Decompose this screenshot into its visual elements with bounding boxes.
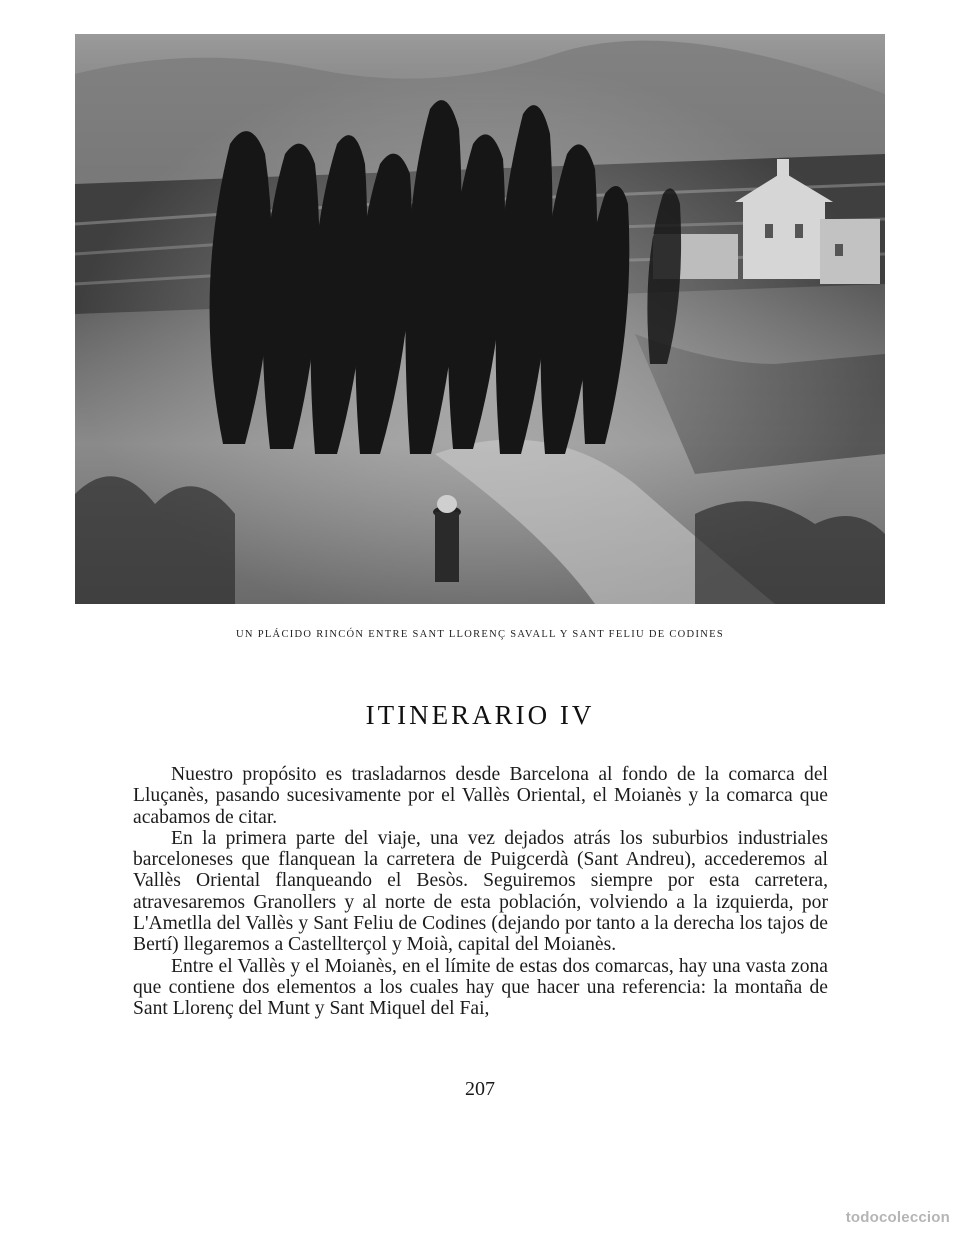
page-number: 207 (465, 1078, 495, 1100)
paragraph: En la primera parte del viaje, una vez dejados atrás los suburbios industriales barceloneses que flanquean la carretera de Puigcerdà (Sant Andreu), accederemos al Vallès Oriental flanqueando el Besòs. Seguiremos siempre por esta carretera, atravesaremos Granollers y al norte de esta población, volviendo a la izquierda, por L'Ametlla del Vallès y Sant Feliu de Codines (dejando por tanto a la derecha los tajos de Bertí) llegaremos a Castellterçol y Moià, capital del Moianès. (133, 827, 828, 956)
paragraph: Nuestro propósito es trasladarnos desde Barcelona al fondo de la comarca del Lluçanès, pasando sucesivamente por el Vallès Oriental, el Moianès y la comarca que acabamos de citar. (133, 764, 828, 828)
chapter-title: ITINERARIO IV (365, 700, 595, 730)
landscape-photo (75, 34, 885, 604)
body-text (133, 764, 828, 1020)
photo-caption: UN PLÁCIDO RINCÓN ENTRE SANT LLORENÇ SAVALL Y SANT FELIU DE CODINES (236, 629, 724, 640)
watermark: todocoleccion (845, 1209, 950, 1226)
paragraph: Entre el Vallès y el Moianès, en el límite de estas dos comarcas, hay una vasta zona que contiene dos elementos a los cuales hay que hacer una referencia: la montaña de Sant Llorenç del Munt y Sant Miquel del Fai, (133, 955, 828, 1020)
